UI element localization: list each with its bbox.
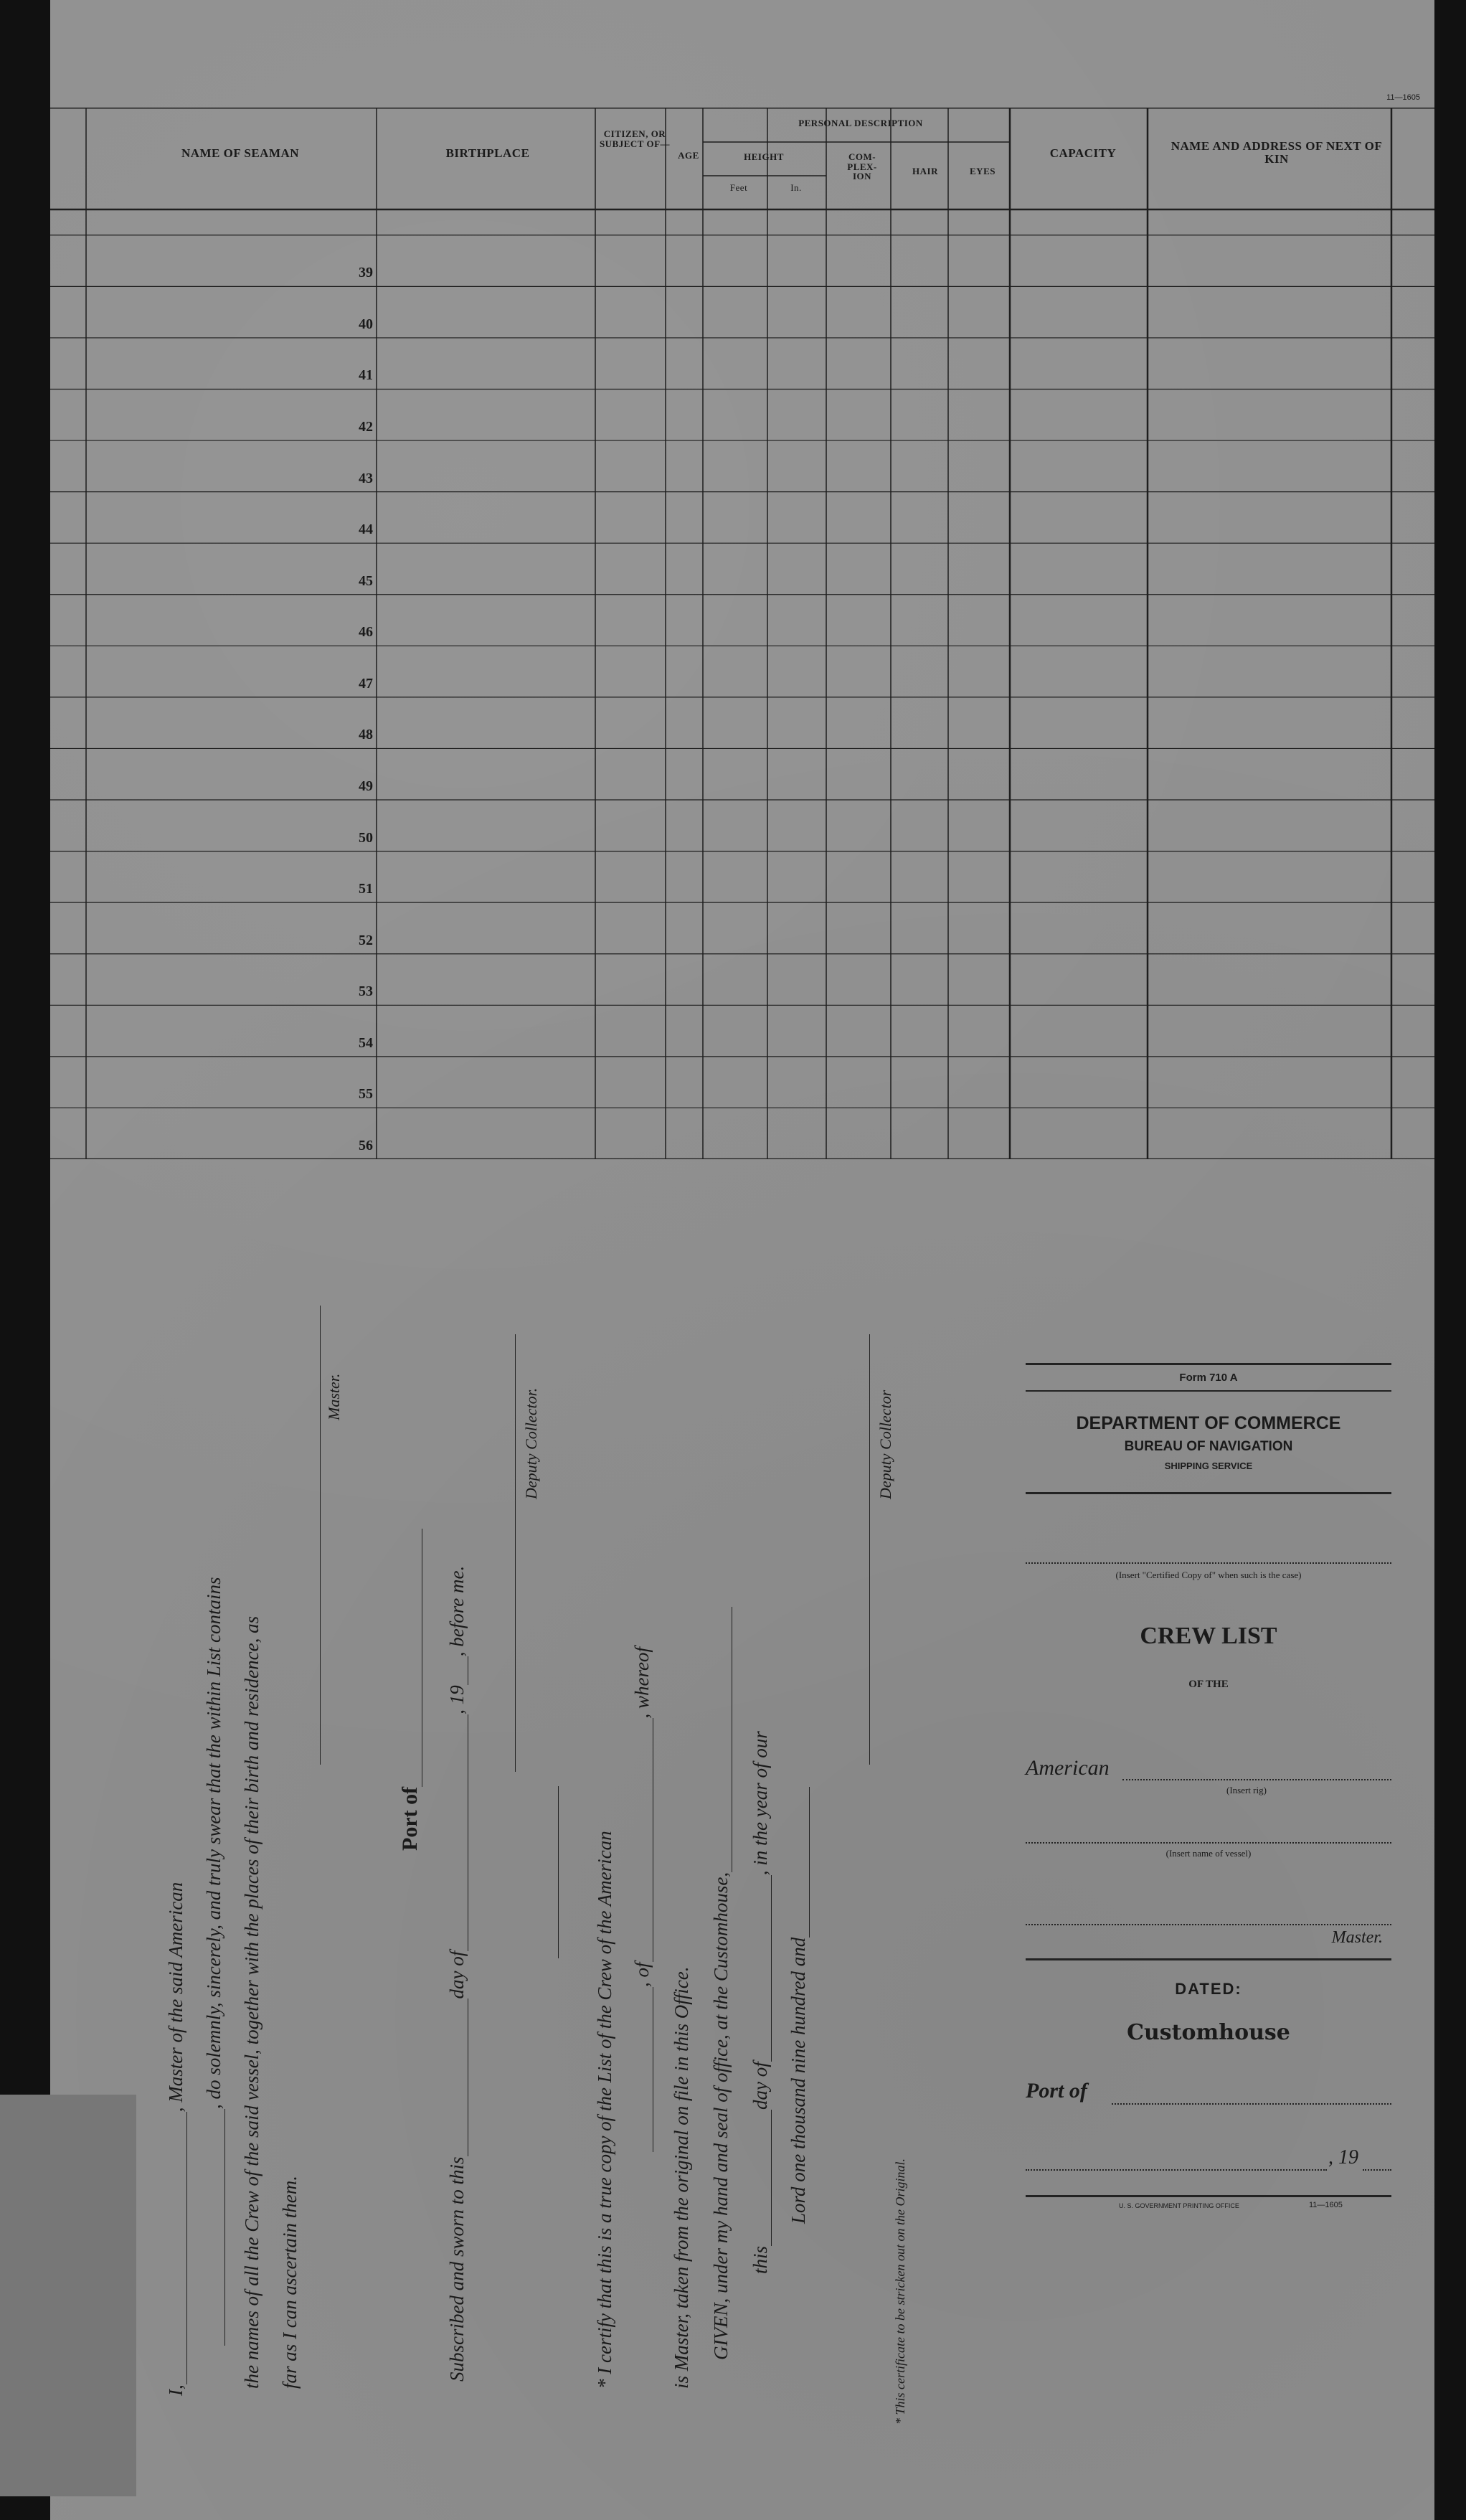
- deputy-signature-line-1[interactable]: [515, 1334, 516, 1772]
- cover-master: Master.: [1331, 1928, 1383, 1947]
- cert-line-1: [165, 1882, 187, 2396]
- form-code-top: 11—1605: [1386, 93, 1420, 102]
- row-number: 50: [359, 829, 373, 846]
- cert-footnote: * This certificate to be stricken out on the Original.: [893, 2158, 907, 2425]
- subscribed-day-field[interactable]: [453, 1998, 468, 2156]
- cover-port-of: Port of: [1026, 2079, 1087, 2103]
- row-number: 55: [359, 1086, 373, 1103]
- header-personal-description: PERSONAL DESCRIPTION: [798, 118, 923, 128]
- cert-line-4: far as I can ascertain them.: [279, 2176, 301, 2389]
- cover-year-field[interactable]: [1363, 2169, 1391, 2171]
- header-age: AGE: [678, 150, 699, 161]
- row-number: 40: [359, 316, 373, 332]
- cover-of-the: OF THE: [1188, 1679, 1229, 1690]
- header-name-of-seaman: NAME OF SEAMAN: [181, 146, 300, 160]
- cover-printer: U. S. GOVERNMENT PRINTING OFFICE: [1119, 2202, 1239, 2209]
- given-year-field[interactable]: [795, 1787, 810, 1938]
- cert-i: I,: [165, 2384, 186, 2396]
- port-field[interactable]: [407, 1529, 422, 1787]
- separator-line: [558, 1786, 559, 1958]
- port-of-label: Port of: [398, 1786, 422, 1851]
- header-height: HEIGHT: [744, 151, 784, 162]
- cover-bottom-rule: [1026, 2195, 1391, 2197]
- cert-port-of: [398, 1529, 422, 1851]
- whereof-text: , whereof: [631, 1647, 653, 1719]
- cover-top-rule: [1026, 1363, 1391, 1365]
- cover-customhouse: Customhouse: [1127, 2020, 1290, 2045]
- cover-insert-certified: (Insert "Certified Copy of" when such is the case): [1115, 1570, 1302, 1580]
- certified-vessel-field[interactable]: [638, 1987, 653, 2152]
- this-text: this: [749, 2245, 771, 2274]
- cert-lord-line: [788, 1787, 810, 2224]
- header-inches: In.: [790, 182, 802, 193]
- cover-department: DEPARTMENT OF COMMERCE: [1076, 1413, 1341, 1433]
- cover-insert-vessel: (Insert name of vessel): [1165, 1848, 1252, 1859]
- of-text: , of: [631, 1962, 653, 1987]
- cert-given-line: [710, 1607, 732, 2360]
- day-of-text: day of: [446, 1950, 468, 1999]
- vessel-name-cover-field[interactable]: [1026, 1842, 1391, 1844]
- row-number: 53: [359, 983, 373, 1000]
- cover-form-code: 11—1605: [1309, 2201, 1343, 2209]
- cover-rule-2: [1026, 1390, 1391, 1392]
- cover-insert-rig: (Insert rig): [1226, 1785, 1267, 1795]
- crew-table: [50, 108, 1434, 1159]
- row-number: 54: [359, 1034, 373, 1051]
- rig-field[interactable]: [1122, 1779, 1391, 1780]
- row-number: 52: [359, 932, 373, 948]
- subscribed-month-field[interactable]: [453, 1714, 468, 1951]
- row-number: 43: [359, 470, 373, 486]
- year-text: , 19: [446, 1685, 468, 1714]
- given-day-field[interactable]: [757, 2110, 772, 2246]
- row-number: 47: [359, 675, 373, 692]
- customhouse-field[interactable]: [717, 1607, 732, 1872]
- header-citizen: CITIZEN, OR SUBJECT OF—: [599, 128, 671, 149]
- cert-this-day-line: [749, 1731, 772, 2274]
- cert-line-2: [203, 1577, 225, 2346]
- cert-subscribed: [446, 1566, 468, 2382]
- master-name-cover-field[interactable]: [1026, 1924, 1391, 1925]
- header-capacity: CAPACITY: [1049, 146, 1117, 160]
- lord-text: Lord one thousand nine hundred and: [788, 1937, 809, 2224]
- vessel-name-field[interactable]: [210, 2109, 225, 2346]
- certified-copy-field[interactable]: [1026, 1562, 1391, 1564]
- cover-year: , 19: [1328, 2146, 1358, 2169]
- before-me-text: , before me.: [446, 1565, 468, 1657]
- cert-deputy-collector-1: Deputy Collector.: [522, 1387, 540, 1499]
- master-signature-line[interactable]: [320, 1306, 321, 1765]
- cover-bureau: BUREAU OF NAVIGATION: [1124, 1439, 1293, 1454]
- given-text: GIVEN, under my hand and seal of office, at the Customhouse,: [710, 1872, 732, 2360]
- header-birthplace: BIRTHPLACE: [445, 146, 530, 160]
- row-number: 41: [359, 367, 373, 384]
- cert-deputy-collector-2: Deputy Collector: [876, 1389, 894, 1499]
- subscribed-year-field[interactable]: [453, 1656, 468, 1685]
- master-name-field[interactable]: [172, 2112, 187, 2384]
- header-eyes: EYES: [970, 166, 996, 176]
- row-number: 56: [359, 1138, 373, 1153]
- cover-form-number: Form 710 A: [1179, 1372, 1238, 1384]
- table-rules: [50, 108, 1434, 1159]
- header-complexion: COM- PLEX- ION: [847, 151, 877, 182]
- header-hair: HAIR: [912, 166, 938, 176]
- cover-american: American: [1026, 1756, 1110, 1780]
- row-number: 42: [359, 419, 373, 435]
- in-the-year-text: , in the year of our: [749, 1731, 771, 1876]
- cert-swear-text: , do solemnly, sincerely, and truly swear that the within List contains: [203, 1577, 224, 2109]
- cert-line-3: the names of all the Crew of the said vessel, together with the places of their birth and residence, as: [241, 1615, 263, 2389]
- subscribed-text: Subscribed and sworn to this: [446, 2156, 468, 2382]
- header-feet: Feet: [729, 182, 748, 193]
- row-number: 48: [359, 727, 373, 743]
- row-number: 44: [359, 522, 373, 538]
- cover-rule-4: [1026, 1958, 1391, 1960]
- cover-date-field[interactable]: [1026, 2169, 1327, 2171]
- cert-master-label: Master.: [325, 1373, 343, 1420]
- cover-port-field[interactable]: [1112, 2103, 1391, 2105]
- given-day-of-text: day of: [749, 2062, 771, 2110]
- torn-corner: [0, 2095, 136, 2496]
- row-number: 39: [359, 265, 373, 281]
- row-number: 51: [359, 881, 373, 897]
- cert-master-of-american: , Master of the said American: [165, 1882, 186, 2113]
- cover-rule-3: [1026, 1492, 1391, 1494]
- deputy-signature-line-2[interactable]: [869, 1334, 870, 1765]
- cover-dated: DATED:: [1175, 1980, 1242, 1998]
- cert-of-whereof-line: [631, 1647, 653, 2152]
- cert-certify-line: * I certify that this is a true copy of the List of the Crew of the American: [594, 1831, 615, 2389]
- cover-title: CREW LIST: [1140, 1623, 1277, 1649]
- row-number: 46: [359, 624, 373, 641]
- given-month-field[interactable]: [757, 1875, 772, 2062]
- row-number: 45: [359, 572, 373, 589]
- row-number: 49: [359, 778, 373, 795]
- header-next-of-kin: NAME AND ADDRESS OF NEXT OF KIN: [1171, 139, 1383, 166]
- cover-service: SHIPPING SERVICE: [1164, 1460, 1253, 1471]
- cert-is-master-line: is Master, taken from the original on file in this Office.: [671, 1966, 692, 2389]
- certified-port-field[interactable]: [638, 1718, 653, 1962]
